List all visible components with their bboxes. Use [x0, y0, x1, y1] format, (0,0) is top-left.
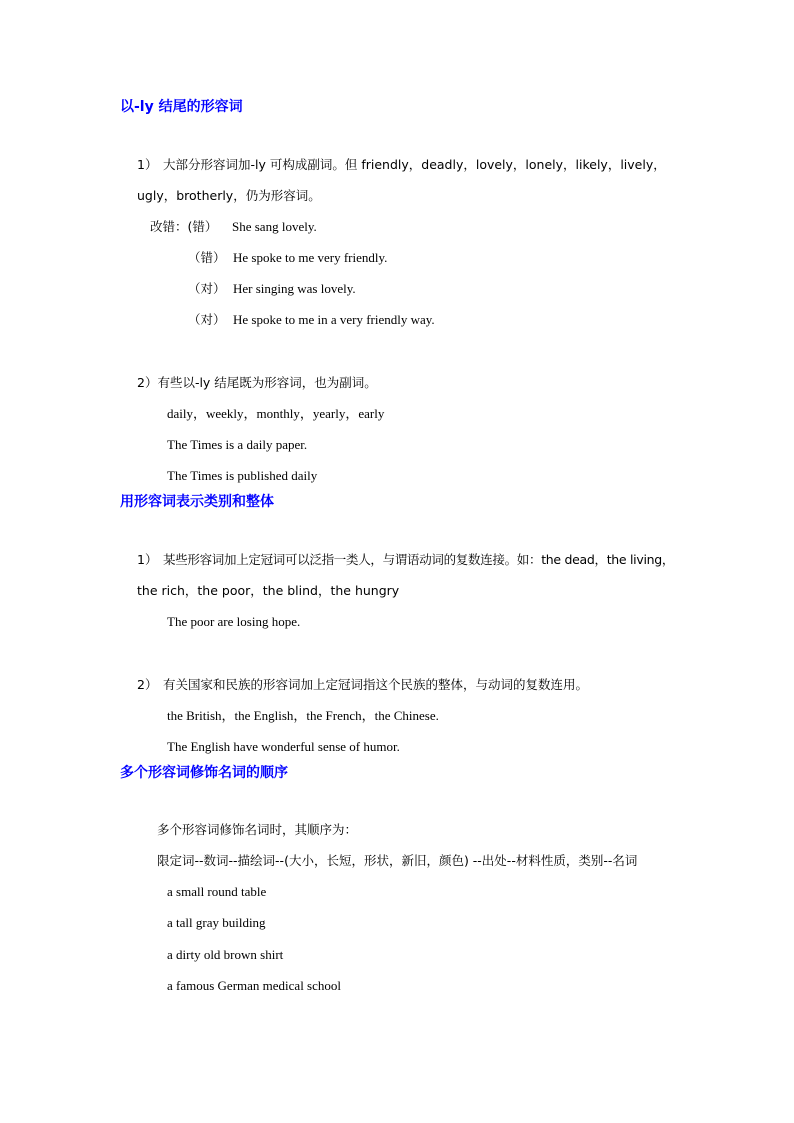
paragraph-line: 2）有些以-ly 结尾既为形容词，也为副词。 [137, 375, 377, 390]
item-number: 1） [137, 552, 158, 567]
example-sentence: the British，the English，the French，the Chinese. [167, 708, 439, 723]
example-phrase: a tall gray building [167, 915, 266, 930]
example-sentence: daily，weekly，monthly，yearly，early [167, 406, 385, 421]
section-heading-category-whole: 用形容词表示类别和整体 [120, 494, 274, 510]
example-sentence: The poor are losing hope. [167, 614, 301, 629]
item-number: 1） [137, 157, 158, 172]
example-sentence: The English have wonderful sense of humor. [167, 739, 400, 754]
example-sentence: The Times is a daily paper. [167, 437, 308, 452]
paragraph-line: 限定词--数词--描绘词--(大小，长短，形状，新旧，颜色) --出处--材料性质，类别--名词 [157, 853, 638, 868]
example-sentence: He spoke to me in a very friendly way. [233, 312, 435, 327]
example-sentence: He spoke to me very friendly. [233, 250, 388, 265]
example-phrase: a dirty old brown shirt [167, 947, 284, 962]
example-phrase: a small round table [167, 884, 267, 899]
paragraph-line: 大部分形容词加-ly 可构成副词。但 friendly，deadly，lovely，lonely，likely，lively， [163, 157, 666, 172]
paragraph-line: the rich，the poor，the blind，the hungry [137, 583, 400, 598]
section-heading-ly-adjectives: 以-ly 结尾的形容词 [120, 99, 243, 115]
example-mark: （对） [188, 312, 226, 327]
paragraph-line: 多个形容词修饰名词时，其顺序为： [157, 822, 358, 837]
example-sentence: Her singing was lovely. [233, 281, 356, 296]
paragraph-line: 某些形容词加上定冠词可以泛指一类人，与谓语动词的复数连接。如：the dead，the living， [163, 552, 675, 567]
correction-label: 改错：(错） [150, 219, 218, 234]
section-heading-adjective-order: 多个形容词修饰名词的顺序 [120, 765, 288, 781]
example-sentence: She sang lovely. [232, 219, 317, 234]
paragraph-line: ugly，brotherly，仍为形容词。 [137, 188, 321, 203]
item-number: 2） [137, 677, 158, 692]
example-mark: （对） [188, 281, 226, 296]
paragraph-line: 有关国家和民族的形容词加上定冠词指这个民族的整体，与动词的复数连用。 [163, 677, 589, 692]
example-phrase: a famous German medical school [167, 978, 341, 993]
example-mark: （错） [188, 250, 226, 265]
example-sentence: The Times is published daily [167, 468, 318, 483]
